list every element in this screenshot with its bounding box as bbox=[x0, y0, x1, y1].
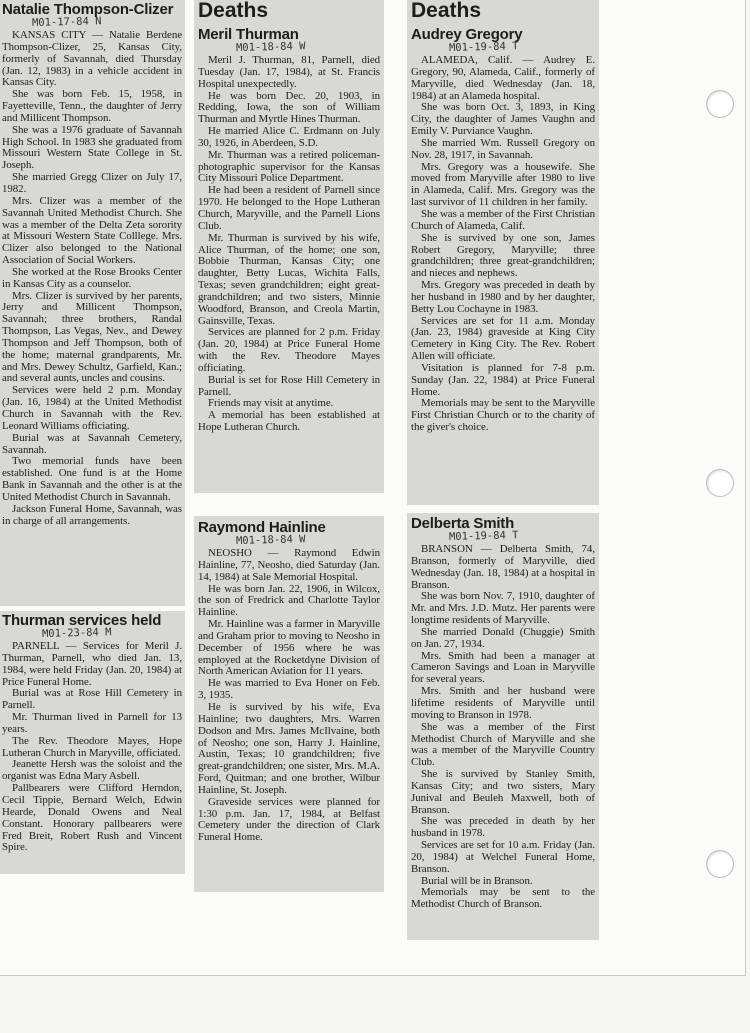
obituary-body bbox=[411, 55, 595, 434]
clipping-meril-thurman bbox=[194, 0, 384, 493]
paragraph: He is survived by his wife, Eva Hainline; two daughters, Mrs. Warren Dodson and Mrs. James McIlvaine, both of Neosho; one son, Harry J. Hainline, Austin, Texas; 10 grandchildren; five great-grandchildren; one sister, Mrs. M.A. Ford, Quitman; and one brother, Wilbur Hainline, St. Joseph. bbox=[198, 700, 380, 796]
paragraph: Friends may visit at anytime. bbox=[208, 397, 334, 410]
paragraph: She was born Oct. 3, 1893, in King City, the daughter of James Vaughn and Emily V. Purviance Vaughn. bbox=[411, 101, 595, 138]
paragraph: She was preceded in death by her husband in 1978. bbox=[411, 815, 595, 840]
paragraph: Memorials may be sent to the Maryville First Christian Church or to the charity of the giver's choice. bbox=[411, 397, 595, 434]
handwritten-date: M01-19-84 T bbox=[448, 529, 519, 543]
obituary-body bbox=[2, 30, 182, 527]
paragraph: ALAMEDA, Calif. — Audrey E. Gregory, 90, Alameda, Calif., formerly of Maryville, died Wednesday (Jan. 18, 1984) at an Alameda hospital. bbox=[411, 54, 595, 102]
paragraph: Burial was at Savannah Cemetery, Savannah. bbox=[2, 431, 182, 456]
paragraph: Burial will be in Branson. bbox=[421, 874, 533, 887]
paragraph: Mrs. Smith and her husband were lifetime residents of Maryville until moving to Branson in 1978. bbox=[411, 685, 595, 721]
paragraph: PARNELL — Services for Meril J. Thurman, Parnell, who died Jan. 13, 1984, were held Friday (Jan. 20, 1984) at Price Funeral Home. bbox=[2, 640, 182, 688]
paragraph: Burial is set for Rose Hill Cemetery in Parnell. bbox=[198, 373, 380, 398]
paragraph: Services are set for 11 a.m. Monday (Jan. 23, 1984) graveside at King City Cemetery in King City. The Rev. Robert Allen will officiate. bbox=[411, 314, 595, 363]
paragraph: Memorials may be sent to the Methodist Church of Branson. bbox=[411, 886, 595, 911]
paragraph: Mr. Thurman lived in Parnell for 13 years. bbox=[2, 711, 182, 735]
paragraph: She was a 1976 graduate of Savannah High School. In 1983 she graduated from Missouri Western State College in St. Joseph. bbox=[2, 123, 182, 172]
paragraph: She was a member of the First Methodist Church of Maryville and she was a member of the Maryville Country Club. bbox=[411, 720, 595, 769]
paragraph: He was married to Eva Honer on Feb. 3, 1935. bbox=[198, 677, 380, 702]
obituary-heading: Audrey Gregory bbox=[411, 26, 523, 43]
paragraph: She married Wm. Russell Gregory on Nov. 28, 1917, in Savannah. bbox=[411, 136, 595, 161]
paragraph: She worked at the Rose Brooks Center in Kansas City as a counselor. bbox=[2, 265, 182, 290]
clipping-delberta-smith bbox=[407, 513, 599, 940]
paragraph: NEOSHO — Raymond Edwin Hainline, 77, Neosho, died Saturday (Jan. 14, 1984) at Sale Memorial Hospital. bbox=[198, 547, 380, 583]
paragraph: Mr. Hainline was a farmer in Maryville and Graham prior to moving to Neosho in December of 1956 where he was employed at the Rocketdyne Division of North American Aviation for 11 years. bbox=[198, 618, 380, 678]
paragraph: Services are planned for 2 p.m. Friday (Jan. 20, 1984) at Price Funeral Home with the Rev. Theodore Mayes officiating. bbox=[198, 326, 380, 374]
paragraph: Jackson Funeral Home, Savannah, was in charge of all arrangements. bbox=[2, 502, 182, 527]
paragraph: She was born Nov. 7, 1910, daughter of Mr. and Mrs. J.D. Mutz. Her parents were longtime residents of Maryville. bbox=[411, 590, 595, 627]
paragraph: Mrs. Smith had been a manager at Cameron Savings and Loan in Maryville for several years. bbox=[411, 649, 595, 686]
handwritten-date: M01-18-84 W bbox=[235, 40, 306, 54]
handwritten-date: M01-17-84 N bbox=[31, 15, 102, 29]
obituary-heading: Raymond Hainline bbox=[198, 519, 326, 536]
paragraph: Graveside services were planned for 1:30 p.m. Jan. 17, 1984, at Belfast Cemetery under the direction of Clark Funeral Home. bbox=[198, 795, 380, 844]
paragraph: A memorial has been established at Hope Lutheran Church. bbox=[198, 409, 380, 434]
paragraph: He had been a resident of Parnell since 1970. He belonged to the Hope Lutheran Church, Maryville, and the Parnell Lions Club. bbox=[198, 184, 380, 232]
section-header: Deaths bbox=[198, 0, 269, 22]
paragraph: Pallbearers were Clifford Herndon, Cecil Tippie, Bernard Welch, Edwin Hearde, Donald Owens and Neal Constant. Honorary pallbearers were Fred Breit, Robert Rush and Vincent Spire. bbox=[2, 782, 182, 854]
paragraph: She was born Feb. 15, 1958, in Fayetteville, Tenn., the daughter of Jerry and Millicent Thompson. bbox=[2, 88, 182, 124]
paragraph: Services were held 2 p.m. Monday (Jan. 16, 1984) at the United Methodist Church in Savannah with the Rev. Leonard Williams officiating. bbox=[2, 384, 182, 432]
paragraph: BRANSON — Delberta Smith, 74, Branson, formerly of Maryville, died Wednesday (Jan. 18, 1984) at a hospital in Branson. bbox=[411, 543, 595, 591]
paragraph: Visitation is planned for 7-8 p.m. Sunday (Jan. 22, 1984) at Price Funeral Home. bbox=[411, 361, 595, 398]
clipping-thurman-services-held bbox=[0, 611, 185, 874]
obituary-heading: Delberta Smith bbox=[411, 515, 515, 532]
paragraph: Mr. Thurman was a retired policeman-photographic supervisor for the Kansas City Missouri Police Department. bbox=[198, 148, 380, 185]
binder-hole bbox=[706, 90, 734, 118]
paragraph: Meril J. Thurman, 81, Parnell, died Tuesday (Jan. 17, 1984), at St. Francis Hospital unexpectedly. bbox=[198, 54, 380, 90]
section-header: Deaths bbox=[411, 0, 482, 22]
paragraph: She married Gregg Clizer on July 17, 1982. bbox=[2, 171, 182, 195]
paragraph: KANSAS CITY — Natalie Berdene Thompson-Clizer, 25, Kansas City, formerly of Savannah, died Thursday (Jan. 12, 1983) in a vehicle accident in Kansas City. bbox=[2, 29, 182, 89]
obituary-heading: Thurman services held bbox=[2, 612, 162, 629]
paragraph: She is survived by one son, James Robert Gregory, Maryville; three grandchildren; three great-grandchildren; and nieces and nephews. bbox=[411, 231, 595, 280]
paragraph: Mrs. Gregory was a housewife. She moved from Maryville after 1980 to live in Alameda, Calif. Mrs. Gregory was the last survivor of 11 children in her family. bbox=[411, 160, 595, 209]
obituary-body bbox=[198, 55, 380, 434]
obituary-body bbox=[411, 544, 595, 911]
paragraph: She is survived by Stanley Smith, Kansas City; and two sisters, Mary Junival and Beuleh Maxwell, both of Branson. bbox=[411, 768, 595, 816]
obituary-heading: Natalie Thompson-Clizer bbox=[2, 1, 174, 18]
obituary-heading: Meril Thurman bbox=[198, 26, 299, 43]
obituary-body bbox=[198, 548, 380, 844]
paragraph: Burial was at Rose Hill Cemetery in Parnell. bbox=[2, 687, 182, 712]
clipping-natalie-thompson-clizer bbox=[0, 0, 185, 606]
paragraph: She married Donald (Chuggie) Smith on Jan. 27, 1934. bbox=[411, 625, 595, 650]
paragraph: Mr. Thurman is survived by his wife, Alice Thurman, of the home; one son, Bobbie Thurman, Kansas City; one daughter, Betty Lucas, Wichita Falls, Texas; seven grandchildren; eight great-grandchildren; and two sisters, Minnie Woodford, Branson, and Creola Martin, Gainsville, Texas. bbox=[198, 231, 380, 327]
paragraph: He was born Jan. 22, 1906, in Wilcox, the son of Fredrick and Charlotte Taylor Hainline. bbox=[198, 582, 380, 619]
clipping-audrey-gregory bbox=[407, 0, 599, 505]
paragraph: The Rev. Theodore Mayes, Hope Lutheran Church in Maryville, officiated. bbox=[2, 734, 182, 759]
clipping-raymond-hainline bbox=[194, 516, 384, 892]
paragraph: Mrs. Gregory was preceded in death by her husband in 1980 and by her daughter, Betty Lou Cochayne in 1983. bbox=[411, 279, 595, 315]
paragraph: He married Alice C. Erdmann on July 30, 1926, in Aberdeen, S.D. bbox=[198, 125, 380, 149]
binder-hole bbox=[706, 469, 734, 497]
paragraph: Jeanette Hersh was the soloist and the organist was Edna Mary Asbell. bbox=[2, 758, 182, 783]
paragraph: Services are set for 10 a.m. Friday (Jan. 20, 1984) at Welchel Funeral Home, Branson. bbox=[411, 839, 595, 875]
paragraph: She was a member of the First Christian Church of Alameda, Calif. bbox=[411, 207, 595, 232]
handwritten-date: M01-18-84 W bbox=[235, 533, 306, 547]
paragraph: Two memorial funds have been established. One fund is at the Home Bank in Savannah and the other is at the United Methodist Church in Savannah. bbox=[2, 455, 182, 503]
paragraph: Mrs. Clizer was a member of the Savannah United Methodist Church. She was a member of the Delta Zeta sorority at Missouri Western State Colllege. Mrs. Clizer also belonged to the National Association of Social Workers. bbox=[2, 194, 182, 267]
handwritten-date: M01-23-84 M bbox=[41, 626, 112, 640]
handwritten-date: M01-19-84 T bbox=[448, 40, 519, 54]
obituary-body bbox=[2, 641, 182, 854]
paragraph: He was born Dec. 20, 1903, in Redding, Iowa, the son of William Thurman and Myrtle Hines Thurman. bbox=[198, 89, 380, 126]
binder-hole bbox=[706, 850, 734, 878]
paragraph: Mrs. Clizer is survived by her parents, Jerry and Millicent Thompson, Savannah; three brothers, Randal Thompson, Las Vegas, Nev., and Dewey Thompson and Jeff Thompson, both of the home; maternal grandparents, Mr. and Mrs. Dewey Schultz, Garfield, Kan.; and several aunts, uncles and cousins. bbox=[2, 289, 182, 385]
